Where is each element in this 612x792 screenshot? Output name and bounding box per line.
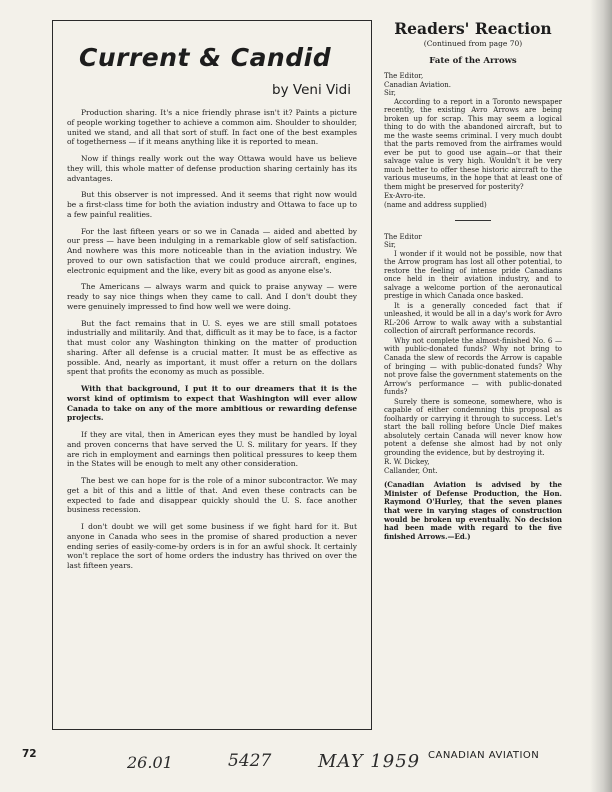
letter-2 [384,233,562,476]
divider [455,220,491,221]
paragraph: I don't doubt we will get some business if we fight hard for it. But anyone in Canada who sees in the promise of shared production a never ending series of easily-come-by orders is in for an awful shock. It certainly won't replace the sort of home orders the industry has thrived on over the last fifteen years. [67,522,357,570]
editor-note: (Canadian Aviation is advised by the Minister of Defense Production, the Hon. Raymond O'Hurley, that the seven planes that were in varying stages of construction would be broken up eventually. No decision had been made with regard to the five finished Arrows.—Ed.) [384,480,562,541]
paragraph: Production sharing. It's a nice friendly phrase isn't it? Paints a picture of people working together to achieve a common aim. Shoulder to shoulder, united we stand, and all that sort of stuff. In fact one of the best examples of togetherness — if it means anything like it is reported to mean. [67,108,357,147]
byline: by Veni Vidi [272,82,351,98]
column-title: Current & Candid [79,43,332,72]
letter-1 [384,72,562,210]
letter-subhead: Fate of the Arrows [429,56,517,67]
signoff-line: (name and address supplied) [384,201,487,210]
page-scan-edge [590,0,612,792]
salutation-line: Sir, [384,241,396,250]
publication-name: CANADIAN AVIATION [428,750,540,761]
paragraph: But this observer is not impressed. And it seems that right now would be a first-class time for both the aviation industry and Ottawa to face up to a few painful realities. [67,190,357,219]
continued-note: (Continued from page 70) [423,39,523,49]
salutation-line: Canadian Aviation. [384,80,451,89]
paragraph: For the last fifteen years or so we in Canada — aided and abetted by our press — have been indulging in a remarkable glow of self satisfaction. And nowhere was this more noticeable than in the aviation industry. We proved to our own satisfaction that we could produce aircraft, engines, electronic equipment and the like, every bit as good as anyone else's. [67,226,357,275]
paragraph: Now if things really work out the way Ottawa would have us believe they will, this whole matter of defense production sharing certainly has its advantages. [67,154,357,183]
section-title: Readers' Reaction [394,19,552,38]
bold-paragraph: With that background, I put it to our dreamers that it is the worst kind of optimism to expect that Washington will ever allow Canada to take on any of the more ambitious or rewarding defense projects. [67,384,357,423]
handwritten-note: 26.01 [127,753,173,772]
readers-reaction-column [384,20,562,541]
handwritten-note: 5427 [228,751,272,771]
paragraph: The Americans — always warm and quick to praise anyway — were ready to say nice things when they came to call. And I don't doubt they were genuinely impressed to find how well we were doing. [67,282,357,311]
salutation-line: The Editor [384,232,422,241]
letter-paragraph: According to a report in a Toronto newspaper recently, the existing Avro Arrows are being broken up for scrap. This may seem a logical thing to do with the abandoned aircraft, but to me the waste seems criminal. I very much doubt that the parts removed from the airframes would ever be put to good use again—or that their salvage value is very high. Wouldn't it be very much better to offer these historic aircraft to the various museums, in the hope that at least one of them might be preserved for posterity? [384,97,562,191]
salutation-line: Sir, [384,89,396,98]
letter-paragraph: Surely there is someone, somewhere, who is capable of either condemning this proposal as foolhardy or carrying it through to success. Let's start the ball rolling before Uncle Dief makes absolutely certain Canada will never know how potent a defense she almost had by not only grounding the evidence, but by destroying it. [384,397,562,457]
salutation-line: The Editor, [384,72,424,81]
signoff-line: Callander, Ont. [384,466,438,475]
letter-paragraph: Why not complete the almost-finished No. 6 — with public-donated funds? Why not bring to Canada the slew of records the Arrow is capable of bringing — with public-donated funds? Why not prove false the government statements on the Arrow's performance — with public-donated funds? [384,336,562,397]
signoff-line: R. W. Dickey, [384,458,430,467]
paragraph: The best we can hope for is the role of a minor subcontractor. We may get a bit of this and a little of that. And even these contracts can be expected to fade and disappear quickly should the U. S. face another business recession. [67,476,357,515]
signoff-line: Ex-Avro-ite. [384,192,426,201]
paragraph: But the fact remains that in U. S. eyes we are still small potatoes industrially and militarily. And that, difficult as it may be to face, is a factor that must color any Washington thinking on the matter of production sharing. After all defense is a crucial matter. It must be as effective as possible. And, nearly as important, it must offer a return on the dollars spent that profits the economy as much as possible. [67,318,357,377]
letter-paragraph: I wonder if it would not be possible, now that the Arrow program has lost all other potential, to restore the feeling of intense pride Canadians once held in their aviation industry, and to salvage a welcome portion of the aeronautical prestige in which Canada once basked. [384,249,562,301]
current-candid-column [52,20,372,730]
letter-paragraph: It is a generally conceded fact that if unleashed, it would be all in a day's work for Avro RL-206 Arrow to walk away with a substantial collection of aircraft performance records. [384,301,562,336]
paragraph: If they are vital, then in American eyes they must be handled by loyal and proven concerns that have served the U. S. military for years. If they are rich in employment and earnings then political pressures to keep them in the States will be enough to melt any other consideration. [67,430,357,469]
column-body [67,108,357,571]
handwritten-date: MAY 1959 [318,751,421,772]
page-number: 72 [22,748,37,760]
